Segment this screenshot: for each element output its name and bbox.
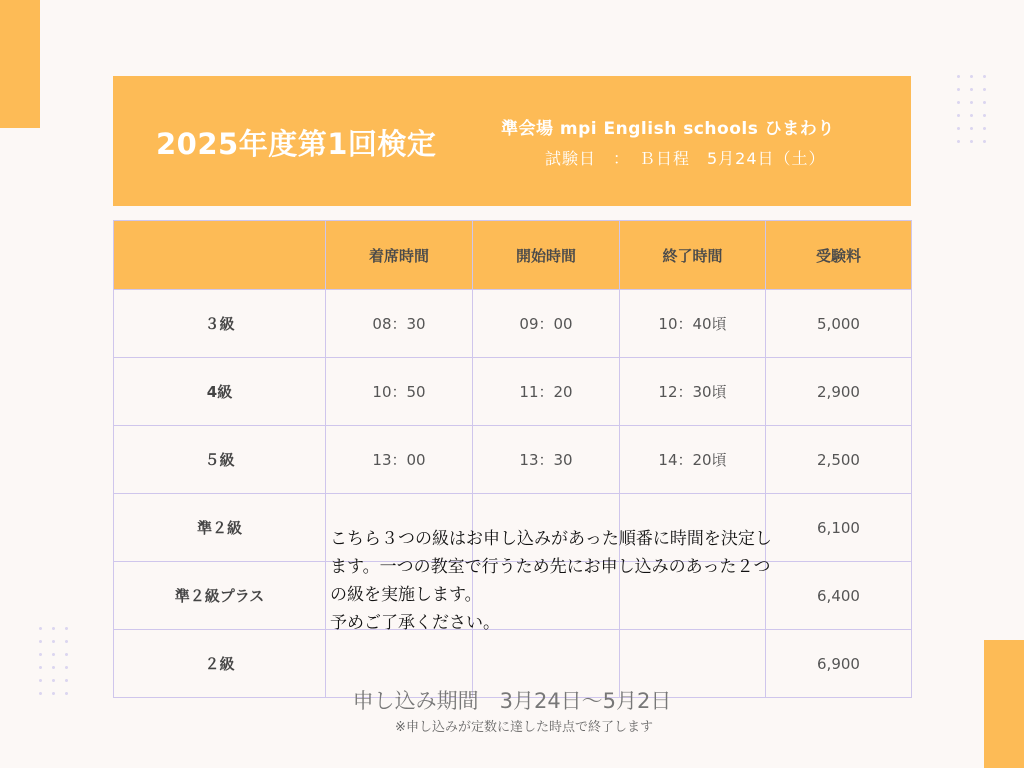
seat-time-cell: 08：30 [326, 290, 473, 358]
grade-cell: 4級 [114, 358, 326, 426]
fee-cell: 2,500 [766, 426, 912, 494]
fee-cell: 6,900 [766, 630, 912, 698]
venue-name: 準会場 mpi English schools ひまわり [501, 119, 835, 139]
table-row [114, 426, 912, 494]
seat-time-cell: 13：00 [326, 426, 473, 494]
header-banner [113, 76, 911, 206]
end-time-cell: 12：30頃 [620, 358, 766, 426]
exam-date: 試験日 ： Ｂ日程 5月24日（土） [545, 149, 826, 168]
table-row [114, 358, 912, 426]
start-time-cell: 13：30 [473, 426, 620, 494]
header-cell-grade [114, 221, 326, 290]
start-time-cell: 09：00 [473, 290, 620, 358]
grade-cell: ２級 [114, 630, 326, 698]
header-cell-fee: 受験料 [766, 221, 912, 290]
application-period: 申し込み期間 3月24日〜5月2日 [352, 689, 672, 713]
scheduling-note: こちら３つの級はお申し込みがあった順番に時間を決定します。一つの教室で行うため先にお申し込みのあった２つの級を実施します。 予めご了承ください。 [330, 529, 772, 633]
end-time-cell: 10：40頃 [620, 290, 766, 358]
grade-cell: ３級 [114, 290, 326, 358]
fee-cell: 2,900 [766, 358, 912, 426]
header-cell-start-time: 開始時間 [473, 221, 620, 290]
start-time-cell: 11：20 [473, 358, 620, 426]
table-row [114, 290, 912, 358]
fee-cell: 6,100 [766, 494, 912, 562]
decorative-bar-top-left [0, 0, 40, 128]
fee-cell: 6,400 [766, 562, 912, 630]
grade-cell: 準２級 [114, 494, 326, 562]
page-title: 2025年度第1回検定 [156, 127, 437, 161]
decorative-dots-top-right [952, 70, 992, 150]
grade-cell: 準２級プラス [114, 562, 326, 630]
table-header-row [114, 221, 912, 290]
end-time-cell: 14：20頃 [620, 426, 766, 494]
seat-time-cell: 10：50 [326, 358, 473, 426]
header-cell-end-time: 終了時間 [620, 221, 766, 290]
header-cell-seat-time: 着席時間 [326, 221, 473, 290]
application-period-note: ※申し込みが定数に達した時点で終了します [395, 720, 653, 735]
grade-cell: ５級 [114, 426, 326, 494]
fee-cell: 5,000 [766, 290, 912, 358]
